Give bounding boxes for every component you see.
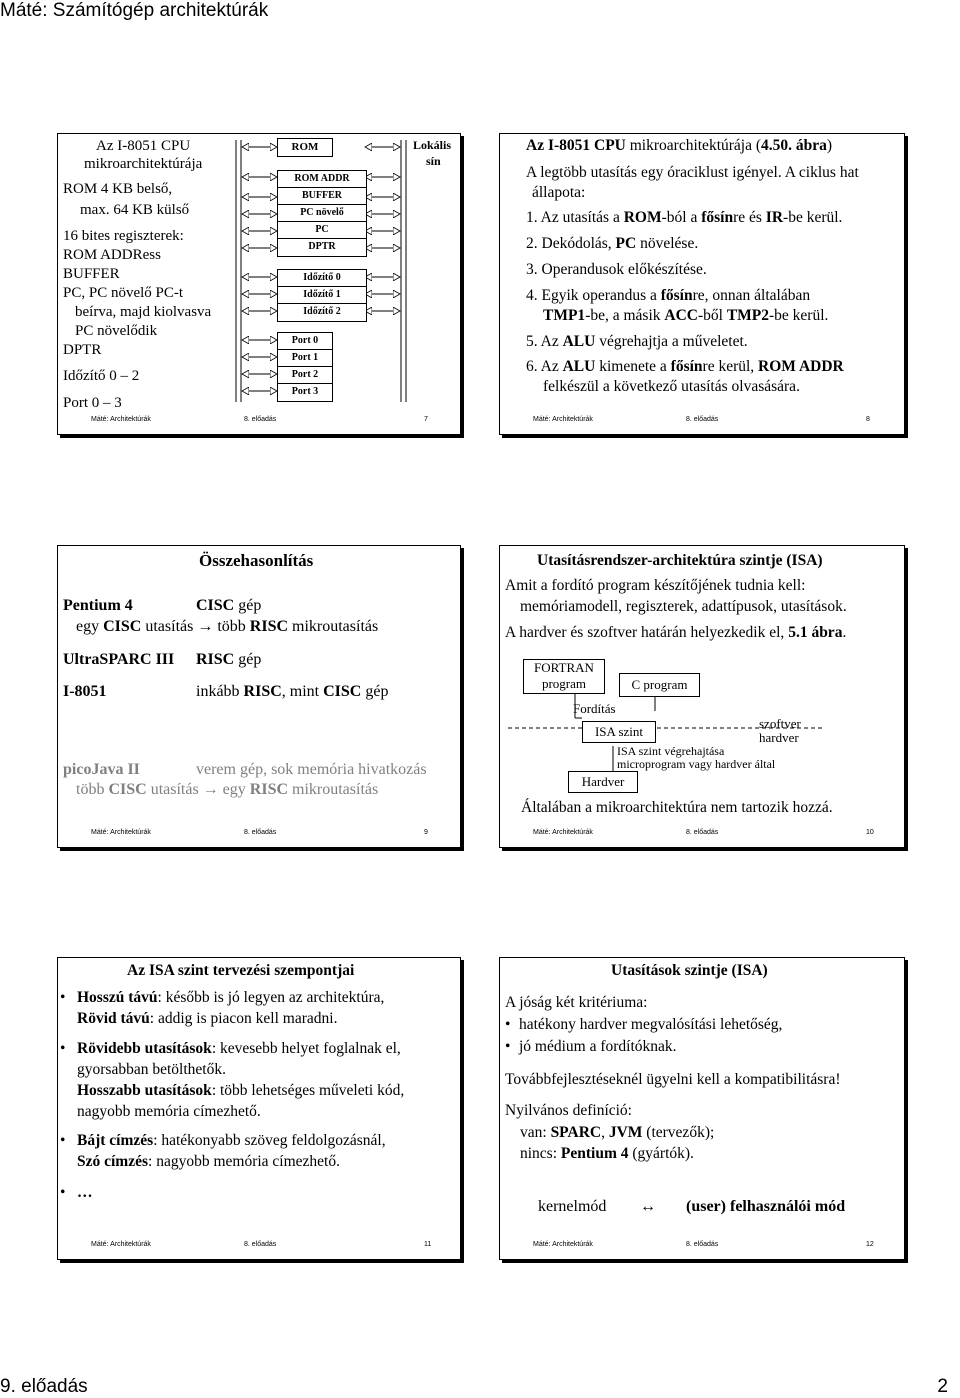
slide-11 bbox=[57, 957, 461, 1260]
s7-footer-num: 7 bbox=[424, 416, 428, 423]
s8-item-5: 5. Az ALU végrehajtja a műveletet. bbox=[526, 333, 748, 350]
s7-line-13: Port 0 – 3 bbox=[63, 395, 122, 411]
s10-footer-author: Máté: Architektúrák bbox=[533, 829, 593, 836]
s7-footer-author: Máté: Architektúrák bbox=[91, 416, 151, 423]
s12-line-4: Továbbfejlesztéseknél ügyelni kell a kompatibilitásra! bbox=[505, 1071, 841, 1088]
s10-footer-lecture: 8. előadás bbox=[686, 829, 719, 836]
slide-12 bbox=[499, 957, 905, 1260]
port-3: Port 3 bbox=[277, 383, 333, 402]
szoftver-label: szoftver bbox=[759, 716, 801, 731]
s9-row-5b: verem gép, sok memória hivatkozás bbox=[196, 761, 427, 778]
s7-line-1: Az I-8051 CPU bbox=[96, 138, 191, 154]
fortran-program-box: FORTRAN program bbox=[523, 659, 605, 694]
s11-b2-cont2: Hosszabb utasítások: több lehetséges műveleti kód, bbox=[77, 1082, 405, 1099]
s7-line-3: ROM 4 KB belső, bbox=[63, 181, 173, 197]
bullet-icon: • bbox=[60, 1132, 66, 1149]
bus-label-1: Lokális bbox=[413, 138, 452, 152]
s7-bus-arrows bbox=[58, 134, 460, 434]
s12-title: Utasítások szintje (ISA) bbox=[611, 962, 768, 979]
s8-item-3: 3. Operandusok előkészítése. bbox=[526, 261, 707, 278]
forditas-label: Fordítás bbox=[573, 701, 616, 716]
bus-label-2: sín bbox=[426, 154, 441, 168]
port-2: Port 2 bbox=[277, 366, 333, 385]
s10-line-2: memóriamodell, regiszterek, adattípusok, utasítások. bbox=[520, 598, 847, 615]
bullet-icon: • bbox=[505, 1016, 511, 1033]
slide-7 bbox=[57, 133, 461, 435]
s12-line-6: van: SPARC, JVM (tervezők); bbox=[520, 1124, 715, 1141]
s9-row-5: picoJava II bbox=[63, 761, 140, 778]
port-0: Port 0 bbox=[277, 332, 333, 351]
s7-line-4: max. 64 KB külső bbox=[80, 202, 190, 218]
s12-kernelmod: kernelmód bbox=[538, 1198, 607, 1215]
reg-rom-addr: ROM ADDR bbox=[277, 170, 367, 189]
slide-9 bbox=[57, 545, 461, 848]
s12-line-1: A jóság két kritériuma: bbox=[505, 994, 648, 1011]
s8-footer-author: Máté: Architektúrák bbox=[533, 416, 593, 423]
s12-line-7: nincs: Pentium 4 (gyártók). bbox=[520, 1145, 694, 1162]
s7-line-9: beírva, majd kiolvasva bbox=[75, 304, 212, 320]
s8-title: Az I-8051 CPU mikroarchitektúrája (4.50. ábra) bbox=[526, 137, 833, 154]
s8-item-1: 1. Az utasítás a ROM-ból a fősínre és IR-be kerül. bbox=[526, 209, 843, 226]
page-number: 2 bbox=[937, 1376, 948, 1397]
s9-footer-lecture: 8. előadás bbox=[244, 829, 277, 836]
s8-intro-1: A legtöbb utasítás egy óraciklust igényel. A ciklus hat bbox=[526, 164, 859, 181]
s10-line-1: Amit a fordító program készítőjének tudnia kell: bbox=[505, 577, 806, 594]
s12-usermod: (user) felhasználói mód bbox=[686, 1198, 846, 1215]
hardver-box: Hardver bbox=[568, 771, 638, 793]
bullet-icon: • bbox=[60, 1184, 66, 1201]
s10-title: Utasításrendszer-architektúra szintje (ISA) bbox=[537, 552, 823, 569]
page-header: Máté: Számítógép architektúrák bbox=[0, 0, 269, 21]
reg-pc: PC bbox=[277, 221, 367, 240]
s9-footer-author: Máté: Architektúrák bbox=[91, 829, 151, 836]
s10-footer-num: 10 bbox=[866, 829, 874, 836]
s11-b2-cont3: nagyobb memória címezhető. bbox=[77, 1103, 261, 1120]
s9-footer-num: 9 bbox=[424, 829, 428, 836]
s11-footer-author: Máté: Architektúrák bbox=[91, 1241, 151, 1248]
s10-line-3: A hardver és szoftver határán helyezkedik el, 5.1 ábra. bbox=[505, 624, 847, 641]
s11-b3-cont: Szó címzés: nagyobb memória címezhető. bbox=[77, 1153, 340, 1170]
s7-line-10: PC növelődik bbox=[75, 323, 158, 339]
s7-line-11: DPTR bbox=[63, 342, 102, 358]
s8-item-4: 4. Egyik operandus a fősínre, onnan általában bbox=[526, 287, 811, 304]
reg-pc-novelo: PC növelő bbox=[277, 204, 367, 223]
s11-b1: Hosszú távú: később is jó legyen az architektúra, bbox=[77, 989, 385, 1006]
s7-line-5: 16 bites regiszterek: bbox=[63, 228, 184, 244]
s9-row-6: több CISC utasítás → egy RISC mikroutasítás bbox=[76, 781, 379, 798]
bullet-icon: • bbox=[60, 989, 66, 1006]
s9-row-2: egy CISC utasítás → több RISC mikroutasítás bbox=[76, 618, 379, 635]
slide-10 bbox=[499, 545, 905, 848]
isa-exec-line-2: microprogram vagy hardver által bbox=[617, 757, 776, 771]
s7-line-12: Időzítő 0 – 2 bbox=[63, 368, 140, 384]
s8-intro-2: állapota: bbox=[532, 184, 586, 201]
bullet-icon: • bbox=[60, 1040, 66, 1057]
s12-footer-num: 12 bbox=[866, 1241, 874, 1248]
s9-row-1b: CISC gép bbox=[196, 597, 262, 614]
s12-line-2: hatékony hardver megvalósítási lehetőség, bbox=[519, 1016, 783, 1033]
s12-footer-author: Máté: Architektúrák bbox=[533, 1241, 593, 1248]
s9-row-3b: RISC gép bbox=[196, 651, 262, 668]
hardver-label: hardver bbox=[759, 730, 799, 745]
s7-line-8: PC, PC növelő PC-t bbox=[63, 285, 184, 301]
s9-row-4: I-8051 bbox=[63, 683, 107, 700]
s10-bottom: Általában a mikroarchitektúra nem tartozik hozzá. bbox=[521, 799, 833, 816]
s7-footer-lecture: 8. előadás bbox=[244, 416, 277, 423]
s12-footer-lecture: 8. előadás bbox=[686, 1241, 719, 1248]
s11-footer-lecture: 8. előadás bbox=[244, 1241, 277, 1248]
s8-item-6-cont: felkészül a következő utasítás olvasására. bbox=[543, 378, 800, 395]
s9-row-4b: inkább RISC, mint CISC gép bbox=[196, 683, 389, 700]
s8-item-4-cont: TMP1-be, a másik ACC-ből TMP2-be kerül. bbox=[543, 307, 829, 324]
s12-line-5: Nyilvános definíció: bbox=[505, 1102, 632, 1119]
s11-b4: … bbox=[77, 1184, 93, 1201]
s9-row-3: UltraSPARC III bbox=[63, 651, 175, 668]
s11-title: Az ISA szint tervezési szempontjai bbox=[127, 962, 355, 979]
s11-b2-cont1: gyorsabban betölthetők. bbox=[77, 1061, 226, 1078]
isa-szint-box: ISA szint bbox=[582, 721, 656, 743]
isa-exec-line-1: ISA szint végrehajtása bbox=[617, 744, 725, 758]
timer-2: Időzítő 2 bbox=[277, 303, 367, 322]
s11-b3: Bájt címzés: hatékonyabb szöveg feldolgozásnál, bbox=[77, 1132, 386, 1149]
bullet-icon: • bbox=[505, 1038, 511, 1055]
port-1: Port 1 bbox=[277, 349, 333, 368]
s9-row-1: Pentium 4 bbox=[63, 597, 133, 614]
s8-footer-num: 8 bbox=[866, 416, 870, 423]
timer-0: Időzítő 0 bbox=[277, 269, 367, 288]
s8-item-2: 2. Dekódolás, PC növelése. bbox=[526, 235, 699, 252]
c-program-box: C program bbox=[619, 673, 700, 697]
s11-footer-num: 11 bbox=[424, 1241, 432, 1248]
s7-line-6: ROM ADDRess bbox=[63, 247, 161, 263]
s11-b2: Rövidebb utasítások: kevesebb helyet foglalnak el, bbox=[77, 1040, 401, 1057]
s7-line-2: mikroarchitektúrája bbox=[84, 156, 203, 172]
s9-title: Összehasonlítás bbox=[199, 551, 314, 570]
page-footer-lecture: 9. előadás bbox=[0, 1376, 88, 1397]
slide-8 bbox=[499, 133, 905, 435]
reg-buffer: BUFFER bbox=[277, 187, 367, 206]
double-arrow-icon: ↔ bbox=[640, 1198, 656, 1215]
s8-footer-lecture: 8. előadás bbox=[686, 416, 719, 423]
s8-item-6: 6. Az ALU kimenete a fősínre kerül, ROM ADDR bbox=[526, 358, 844, 375]
s12-line-3: jó médium a fordítóknak. bbox=[519, 1038, 677, 1055]
rom-box: ROM bbox=[277, 138, 333, 157]
timer-1: Időzítő 1 bbox=[277, 286, 367, 305]
s7-line-7: BUFFER bbox=[63, 266, 120, 282]
reg-dptr: DPTR bbox=[277, 238, 367, 257]
s11-b1-cont: Rövid távú: addig is piacon kell maradni. bbox=[77, 1010, 338, 1027]
